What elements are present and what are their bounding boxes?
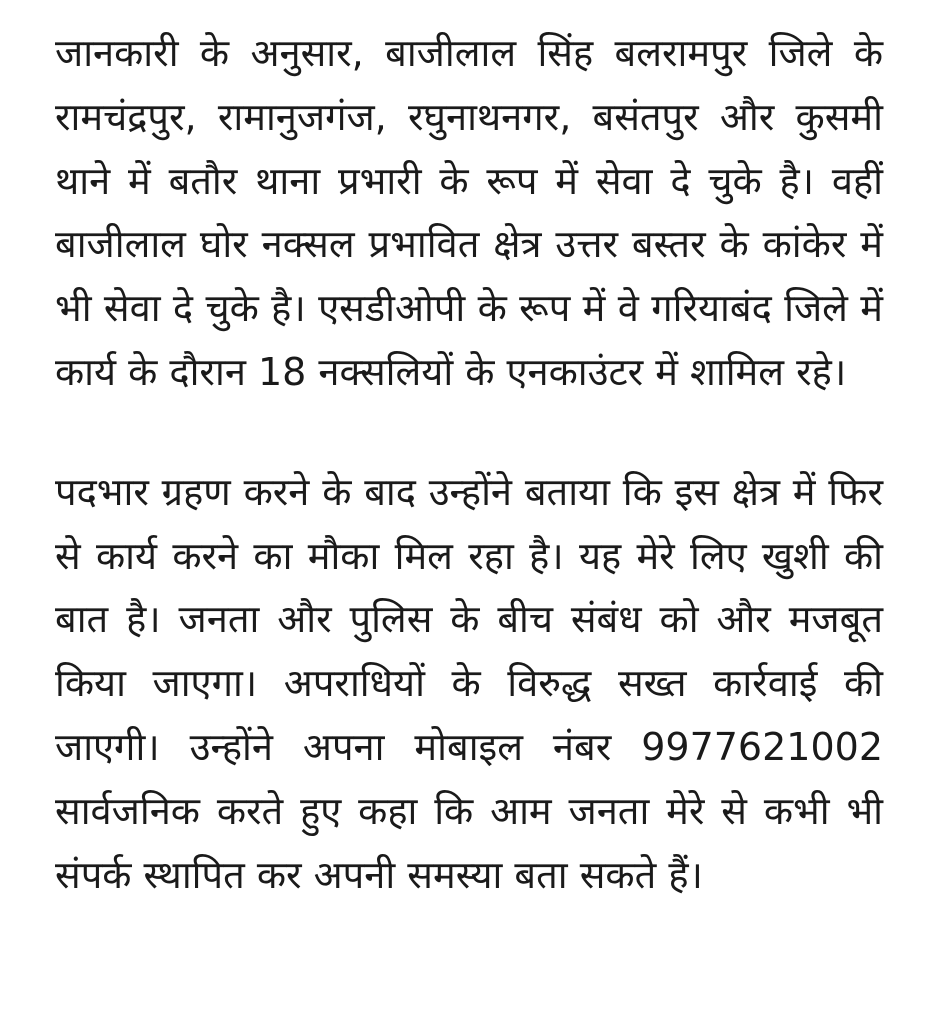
article-body (55, 22, 883, 907)
paragraph-officer-background: जानकारी के अनुसार, बाजीलाल सिंह बलरामपुर जिले के रामचंद्रपुर, रामानुजगंज, रघुनाथनगर, बसंतपुर और कुसमी थाने में बतौर थाना प्रभारी के रूप में सेवा दे चुके है। वहीं बाजीलाल घोर नक्सल प्रभावित क्षेत्र उत्तर बस्तर के कांकेर में भी सेवा दे चुके है। एसडीओपी के रूप में वे गरियाबंद जिले में कार्य के दौरान 18 नक्सलियों के एनकाउंटर में शामिल रहे। (55, 31, 883, 394)
paragraph-officer-statement: पदभार ग्रहण करने के बाद उन्होंने बताया कि इस क्षेत्र में फिर से कार्य करने का मौका मिल रहा है। यह मेरे लिए खुशी की बात है। जनता और पुलिस के बीच संबंध को और मजबूत किया जाएगा। अपराधियों के विरुद्ध सख्त कार्रवाई की जाएगी। उन्होंने अपना मोबाइल नंबर 9977621002 सार्वजनिक करते हुए कहा कि आम जनता मेरे से कभी भी संपर्क स्थापित कर अपनी समस्या बता सकते हैं। (55, 469, 883, 897)
